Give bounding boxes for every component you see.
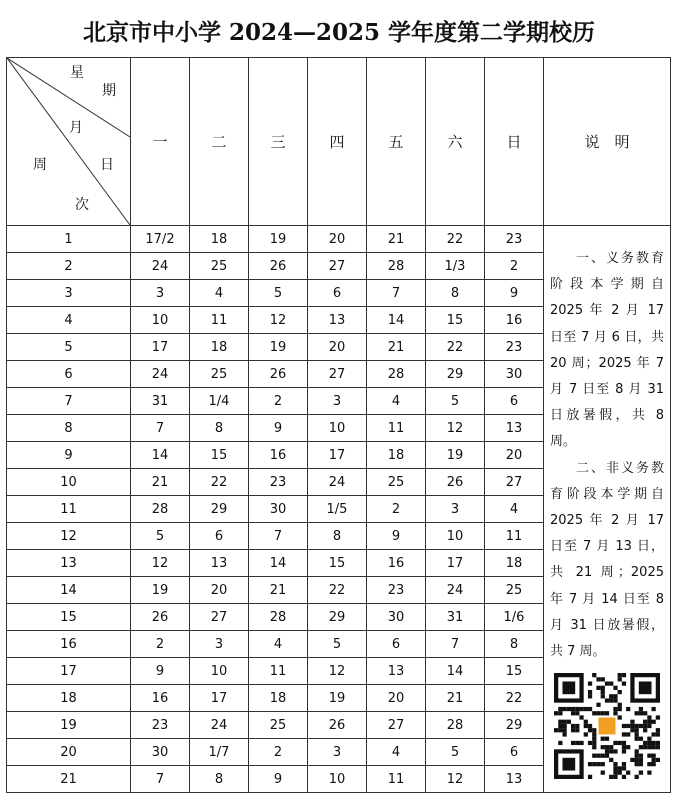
week-number-cell: 17 <box>7 658 131 685</box>
date-cell: 26 <box>249 361 308 388</box>
date-cell: 28 <box>367 253 426 280</box>
date-cell: 29 <box>308 604 367 631</box>
date-cell: 14 <box>426 658 485 685</box>
week-number-cell: 19 <box>7 712 131 739</box>
date-cell: 3 <box>190 631 249 658</box>
date-cell: 23 <box>131 712 190 739</box>
date-cell: 18 <box>367 442 426 469</box>
week-number-cell: 21 <box>7 766 131 793</box>
date-cell: 2 <box>249 388 308 415</box>
date-cell: 10 <box>426 523 485 550</box>
date-cell: 27 <box>308 253 367 280</box>
date-cell: 12 <box>426 415 485 442</box>
corner-label-qi: 期 <box>102 83 116 99</box>
date-cell: 17/2 <box>131 226 190 253</box>
week-number-cell: 11 <box>7 496 131 523</box>
date-cell: 7 <box>131 415 190 442</box>
date-cell: 24 <box>131 361 190 388</box>
date-cell: 13 <box>308 307 367 334</box>
date-cell: 9 <box>249 415 308 442</box>
date-cell: 1/3 <box>426 253 485 280</box>
date-cell: 30 <box>131 739 190 766</box>
date-cell: 28 <box>131 496 190 523</box>
date-cell: 10 <box>308 766 367 793</box>
date-cell: 30 <box>249 496 308 523</box>
date-cell: 25 <box>485 577 544 604</box>
date-cell: 12 <box>308 658 367 685</box>
date-cell: 7 <box>131 766 190 793</box>
date-cell: 17 <box>308 442 367 469</box>
date-cell: 11 <box>367 415 426 442</box>
date-cell: 20 <box>190 577 249 604</box>
date-cell: 23 <box>367 577 426 604</box>
school-calendar-table <box>6 57 671 793</box>
week-number-cell: 18 <box>7 685 131 712</box>
date-cell: 18 <box>190 226 249 253</box>
date-cell: 23 <box>249 469 308 496</box>
date-cell: 20 <box>308 334 367 361</box>
week-number-cell: 10 <box>7 469 131 496</box>
date-cell: 16 <box>131 685 190 712</box>
date-cell: 16 <box>249 442 308 469</box>
date-cell: 9 <box>485 280 544 307</box>
date-cell: 8 <box>485 631 544 658</box>
week-number-cell: 20 <box>7 739 131 766</box>
date-cell: 18 <box>249 685 308 712</box>
weekday-header: 日 <box>485 58 544 226</box>
date-cell: 9 <box>367 523 426 550</box>
header-row <box>7 58 671 226</box>
date-cell: 26 <box>426 469 485 496</box>
weekday-header: 五 <box>367 58 426 226</box>
date-cell: 4 <box>367 388 426 415</box>
date-cell: 12 <box>131 550 190 577</box>
date-cell: 20 <box>367 685 426 712</box>
date-cell: 19 <box>308 685 367 712</box>
date-cell: 6 <box>367 631 426 658</box>
date-cell: 19 <box>249 226 308 253</box>
week-number-cell: 16 <box>7 631 131 658</box>
weekday-header: 四 <box>308 58 367 226</box>
date-cell: 28 <box>367 361 426 388</box>
date-cell: 14 <box>367 307 426 334</box>
date-cell: 8 <box>426 280 485 307</box>
date-cell: 15 <box>308 550 367 577</box>
corner-label-zhou: 周 <box>33 157 47 173</box>
date-cell: 1/7 <box>190 739 249 766</box>
note-paragraph: 二、非义务教育阶段本学期自 2025 年 2 月 17 日至 7 月 13 日，共 21 周；2025 年 7 月 14 日至 8 月 31 日放暑假，共 7 周。 <box>550 460 664 660</box>
date-cell: 3 <box>308 739 367 766</box>
date-cell: 7 <box>249 523 308 550</box>
date-cell: 16 <box>367 550 426 577</box>
date-cell: 10 <box>190 658 249 685</box>
date-cell: 13 <box>485 415 544 442</box>
date-cell: 11 <box>190 307 249 334</box>
date-cell: 10 <box>131 307 190 334</box>
date-cell: 6 <box>190 523 249 550</box>
corner-label-xing: 星 <box>70 65 84 81</box>
page-title: 北京市中小学 2024—2025 学年度第二学期校历 <box>82 19 596 46</box>
date-cell: 6 <box>485 388 544 415</box>
date-cell: 14 <box>131 442 190 469</box>
date-cell: 9 <box>131 658 190 685</box>
weekday-header: 二 <box>190 58 249 226</box>
week-number-cell: 6 <box>7 361 131 388</box>
date-cell: 21 <box>249 577 308 604</box>
date-cell: 2 <box>249 739 308 766</box>
date-cell: 31 <box>131 388 190 415</box>
date-cell: 24 <box>308 469 367 496</box>
notes-header: 说 明 <box>544 58 671 226</box>
date-cell: 11 <box>249 658 308 685</box>
date-cell: 15 <box>485 658 544 685</box>
date-cell: 13 <box>190 550 249 577</box>
notes-cell <box>544 226 671 793</box>
week-number-cell: 7 <box>7 388 131 415</box>
date-cell: 27 <box>367 712 426 739</box>
date-cell: 13 <box>367 658 426 685</box>
date-cell: 8 <box>308 523 367 550</box>
date-cell: 24 <box>131 253 190 280</box>
week-number-cell: 3 <box>7 280 131 307</box>
date-cell: 2 <box>485 253 544 280</box>
date-cell: 10 <box>308 415 367 442</box>
date-cell: 29 <box>190 496 249 523</box>
corner-label-ci: 次 <box>75 197 89 213</box>
date-cell: 25 <box>249 712 308 739</box>
date-cell: 22 <box>426 226 485 253</box>
corner-label-ri: 日 <box>100 157 114 173</box>
date-cell: 5 <box>249 280 308 307</box>
date-cell: 30 <box>485 361 544 388</box>
date-cell: 16 <box>485 307 544 334</box>
date-cell: 2 <box>131 631 190 658</box>
date-cell: 1/6 <box>485 604 544 631</box>
date-cell: 5 <box>426 388 485 415</box>
week-number-cell: 13 <box>7 550 131 577</box>
date-cell: 21 <box>367 334 426 361</box>
date-cell: 22 <box>190 469 249 496</box>
date-cell: 17 <box>426 550 485 577</box>
date-cell: 3 <box>426 496 485 523</box>
date-cell: 25 <box>190 253 249 280</box>
week-number-cell: 8 <box>7 415 131 442</box>
date-cell: 30 <box>367 604 426 631</box>
date-cell: 18 <box>485 550 544 577</box>
date-cell: 11 <box>485 523 544 550</box>
date-cell: 11 <box>367 766 426 793</box>
date-cell: 4 <box>485 496 544 523</box>
date-cell: 24 <box>426 577 485 604</box>
date-cell: 25 <box>190 361 249 388</box>
week-number-cell: 14 <box>7 577 131 604</box>
date-cell: 19 <box>249 334 308 361</box>
date-cell: 23 <box>485 334 544 361</box>
date-cell: 17 <box>190 685 249 712</box>
date-cell: 22 <box>426 334 485 361</box>
date-cell: 26 <box>308 712 367 739</box>
date-cell: 27 <box>485 469 544 496</box>
date-cell: 8 <box>190 415 249 442</box>
weekday-header: 六 <box>426 58 485 226</box>
date-cell: 20 <box>485 442 544 469</box>
date-cell: 22 <box>485 685 544 712</box>
weekday-header: 一 <box>131 58 190 226</box>
corner-cell <box>7 58 131 226</box>
date-cell: 21 <box>367 226 426 253</box>
date-cell: 17 <box>131 334 190 361</box>
date-cell: 7 <box>367 280 426 307</box>
date-cell: 7 <box>426 631 485 658</box>
date-cell: 3 <box>308 388 367 415</box>
week-number-cell: 15 <box>7 604 131 631</box>
date-cell: 21 <box>426 685 485 712</box>
week-number-cell: 12 <box>7 523 131 550</box>
date-cell: 27 <box>190 604 249 631</box>
date-cell: 14 <box>249 550 308 577</box>
date-cell: 27 <box>308 361 367 388</box>
date-cell: 1/4 <box>190 388 249 415</box>
date-cell: 29 <box>485 712 544 739</box>
date-cell: 20 <box>308 226 367 253</box>
date-cell: 29 <box>426 361 485 388</box>
date-cell: 28 <box>249 604 308 631</box>
date-cell: 28 <box>426 712 485 739</box>
date-cell: 5 <box>131 523 190 550</box>
date-cell: 3 <box>131 280 190 307</box>
date-cell: 31 <box>426 604 485 631</box>
date-cell: 18 <box>190 334 249 361</box>
date-cell: 26 <box>131 604 190 631</box>
week-number-cell: 4 <box>7 307 131 334</box>
date-cell: 2 <box>367 496 426 523</box>
date-cell: 23 <box>485 226 544 253</box>
date-cell: 21 <box>131 469 190 496</box>
corner-label-yue: 月 <box>69 120 83 136</box>
date-cell: 5 <box>426 739 485 766</box>
date-cell: 22 <box>308 577 367 604</box>
date-cell: 5 <box>308 631 367 658</box>
date-cell: 26 <box>249 253 308 280</box>
date-cell: 15 <box>426 307 485 334</box>
date-cell: 19 <box>131 577 190 604</box>
week-number-cell: 1 <box>7 226 131 253</box>
week-number-cell: 5 <box>7 334 131 361</box>
date-cell: 6 <box>485 739 544 766</box>
date-cell: 24 <box>190 712 249 739</box>
weekday-header: 三 <box>249 58 308 226</box>
date-cell: 4 <box>367 739 426 766</box>
date-cell: 8 <box>190 766 249 793</box>
date-cell: 12 <box>426 766 485 793</box>
note-paragraph: 一、义务教育阶段本学期自 2025 年 2 月 17 日至 7 月 6 日，共 20 周；2025 年 7 月 7 日至 8 月 31 日放暑假，共 8 周。 <box>550 251 664 450</box>
date-cell: 6 <box>308 280 367 307</box>
date-cell: 12 <box>249 307 308 334</box>
week-row <box>7 226 671 253</box>
qr-code-icon <box>554 673 660 779</box>
date-cell: 4 <box>249 631 308 658</box>
date-cell: 1/5 <box>308 496 367 523</box>
week-number-cell: 9 <box>7 442 131 469</box>
date-cell: 19 <box>426 442 485 469</box>
date-cell: 4 <box>190 280 249 307</box>
date-cell: 25 <box>367 469 426 496</box>
date-cell: 15 <box>190 442 249 469</box>
date-cell: 9 <box>249 766 308 793</box>
date-cell: 13 <box>485 766 544 793</box>
week-number-cell: 2 <box>7 253 131 280</box>
